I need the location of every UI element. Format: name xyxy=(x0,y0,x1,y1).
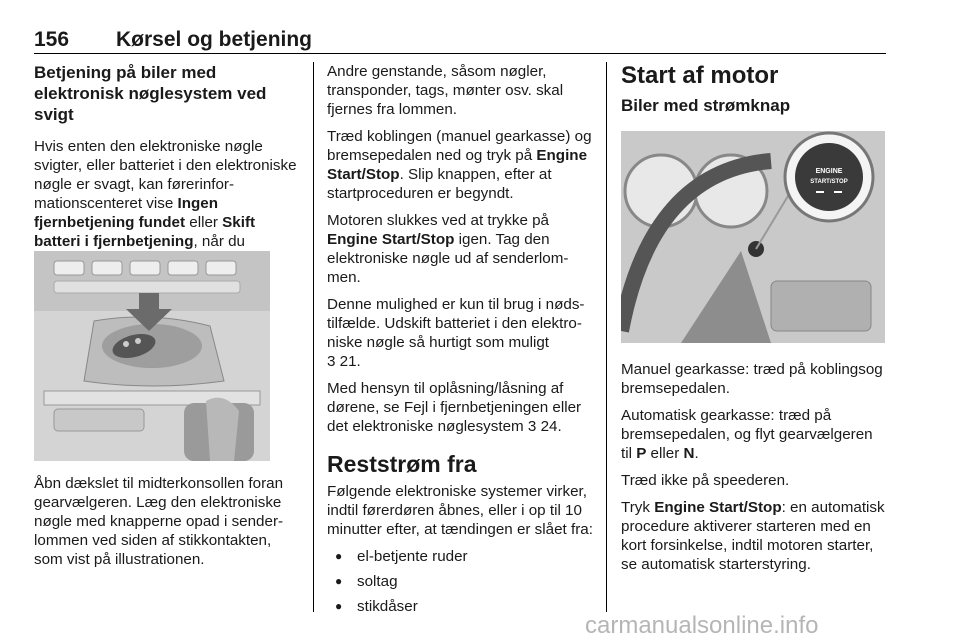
column-1 xyxy=(34,62,300,278)
paragraph xyxy=(327,211,593,287)
text: Med hensyn til oplåsning/låsning af dørene, se Fejl i fjernbetjeningen eller det elektroniske nøglesystem xyxy=(327,380,582,435)
list-item: ● el-betjente ruder xyxy=(327,547,593,566)
paragraph xyxy=(621,498,887,574)
caption: Åbn dækslet til midterkonsollen foran gearvælgeren. Læg den elektroniske nøgle med knapperne opad i senderlommen ved siden af stikkontakten, som vist på illustrationen. xyxy=(34,475,284,568)
watermark: carmanualsonline.info xyxy=(585,612,819,639)
section-heading: Betjening på biler med elektronisk nøglesystem ved svigt xyxy=(34,63,267,124)
text: igen. Tag den elektroniske nøgle ud af senderlommen. xyxy=(327,231,569,286)
text: . xyxy=(694,445,699,462)
text: : en automatisk procedure aktiverer starteren med en kort forsinkelse, indtil motoren starter, se automatisk starterstyring. xyxy=(621,499,885,573)
bold-text: N xyxy=(683,445,695,462)
text: eller xyxy=(646,445,684,462)
text: Denne mulighed er kun til brug i nødstilfælde. Udskift batteriet i den elektroniske nøgle så hurtigt som muligt xyxy=(327,296,585,351)
bold-text: Engine Start/Stop xyxy=(654,499,782,516)
paragraph: Træd ikke på speederen. xyxy=(621,472,790,489)
paragraph xyxy=(327,295,593,371)
text: Hvis enten den elektroniske nøgle svigter, eller batteriet i den elektroniske nøgle er svagt, kan førerinformationscenteret vise xyxy=(34,138,297,212)
start-button-illustration xyxy=(621,131,885,343)
console-illustration xyxy=(34,251,270,461)
text: . Slip knappen, efter at startproceduren er begyndt. xyxy=(327,166,552,202)
paragraph xyxy=(621,406,887,463)
paragraph xyxy=(327,127,593,203)
list-item: ● soltag xyxy=(327,572,593,591)
engine-label: ENGINE xyxy=(815,168,843,175)
column-3 xyxy=(621,62,887,115)
subheading: Biler med strømknap xyxy=(621,96,791,115)
column-divider-1 xyxy=(313,62,314,612)
page-reference: 3 21. xyxy=(327,353,361,370)
paragraph: Følgende elektroniske systemer virker, indtil førerdøren åbnes, eller i op til 10 minutter efter, at tændingen er slået fra: xyxy=(327,483,593,538)
bold-text: P xyxy=(636,445,647,462)
bold-text: Engine Start/Stop xyxy=(327,147,588,183)
column-divider-2 xyxy=(606,62,607,612)
column-2 xyxy=(327,62,593,622)
text: Automatisk gearkasse: træd på bremsepedalen, og flyt gearvælgeren til xyxy=(621,407,873,462)
section-heading: Reststrøm fra xyxy=(327,451,477,477)
header-rule xyxy=(34,53,886,54)
page-header xyxy=(34,28,886,52)
paragraph xyxy=(327,379,593,436)
bold-text: Engine Start/Stop xyxy=(327,231,455,248)
paragraph: Andre genstande, såsom nøgler, transponder, tags, mønter osv. skal fjernes fra lommen. xyxy=(327,63,564,118)
text: , når du xyxy=(193,233,245,250)
text: eller xyxy=(185,214,223,231)
caption-block xyxy=(34,474,300,577)
text: Tryk xyxy=(621,499,655,516)
column-3-body xyxy=(621,360,887,582)
text: Træd koblingen (manuel gearkasse) og bremsepedalen ned og tryk på xyxy=(327,128,592,164)
start-stop-label: START/STOP xyxy=(810,179,848,185)
paragraph: Manuel gearkasse: træd på koblingsog bremsepedalen. xyxy=(621,361,883,397)
text: Motoren slukkes ved at trykke på xyxy=(327,212,550,229)
page-number: 156 xyxy=(34,28,70,51)
bullet-list xyxy=(327,547,593,616)
list-item: ● stikdåser xyxy=(327,597,593,616)
section-heading: Start af motor xyxy=(621,62,779,89)
page-title: Kørsel og betjening xyxy=(116,28,313,51)
bold-text: Skift batteri i fjernbetjening xyxy=(34,214,256,250)
bold-text: Ingen fjernbetjening fundet xyxy=(34,195,219,231)
page-reference: 3 24. xyxy=(527,418,562,435)
